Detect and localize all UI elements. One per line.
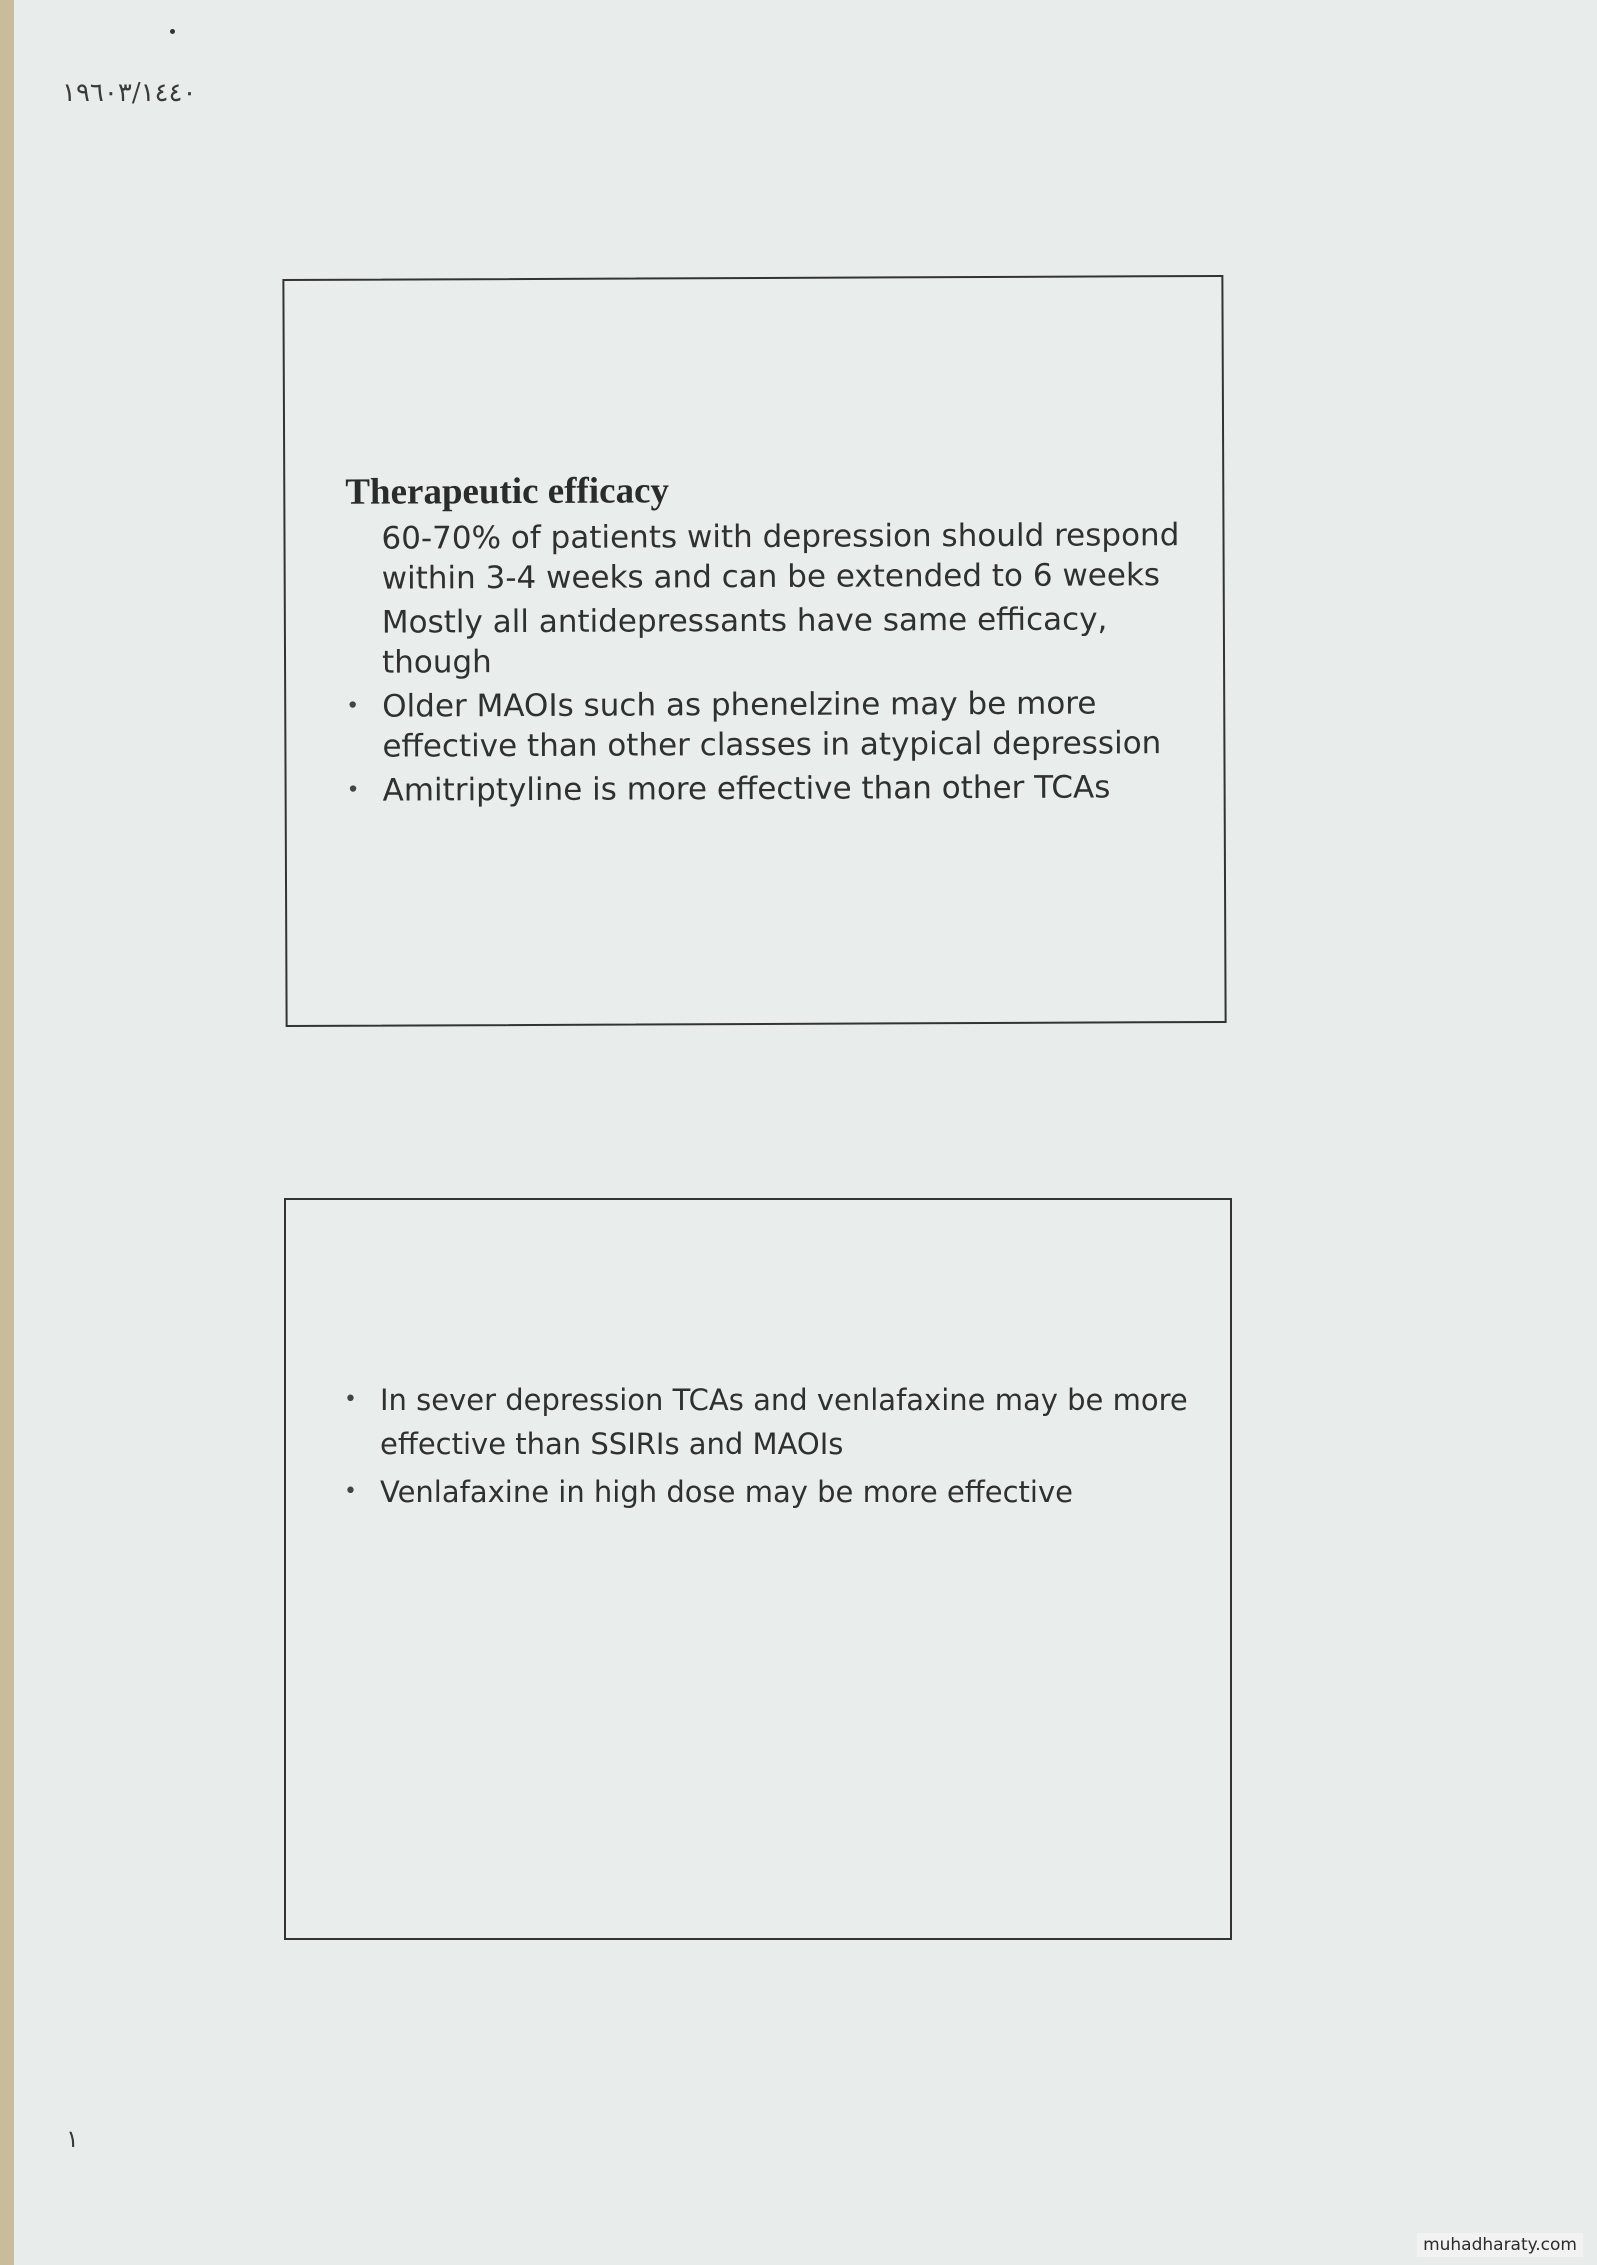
bullet-text: In sever depression TCAs and venlafaxine may be more effective than SSIRIs and MAOIs (380, 1383, 1188, 1461)
bullet-item (344, 1470, 1204, 1514)
bullet-marker: • (344, 1387, 357, 1412)
slide-body (345, 515, 1196, 815)
bullet-text: Older MAOIs such as phenelzine may be more effective than other classes in atypical depression (382, 685, 1162, 765)
bullet-marker (346, 603, 382, 683)
slide-title: Therapeutic efficacy (345, 470, 670, 513)
site-watermark: muhadharaty.com (1417, 2233, 1583, 2257)
bullet-text: Amitriptyline is more effective than other TCAs (382, 769, 1111, 809)
bullet-item (344, 1378, 1204, 1466)
bullet-marker: • (346, 777, 360, 803)
paragraph (346, 599, 1196, 683)
bullet-marker: • (346, 693, 360, 719)
paragraph-text: Mostly all antidepressants have same efficacy, though (381, 601, 1108, 681)
bullet-marker: • (344, 1479, 357, 1504)
bullet-text: Venlafaxine in high dose may be more effective (380, 1475, 1073, 1509)
bullet-item (346, 683, 1196, 767)
paragraph-text: 60-70% of patients with depression should respond within 3-4 weeks and can be extended to 6 weeks (381, 517, 1180, 597)
bullet-item (347, 767, 1197, 811)
slide-therapeutic-efficacy (282, 275, 1226, 1027)
page-number: ١ (66, 2125, 79, 2153)
slide-body (344, 1378, 1204, 1518)
paragraph (345, 515, 1195, 599)
handwritten-note: ١٩٦٠٣/١٤٤٠ (62, 78, 197, 108)
ink-dot (170, 29, 175, 34)
bullet-marker (345, 519, 381, 599)
paper-sheet (14, 0, 1597, 2265)
slide-severe-depression (284, 1198, 1232, 1940)
